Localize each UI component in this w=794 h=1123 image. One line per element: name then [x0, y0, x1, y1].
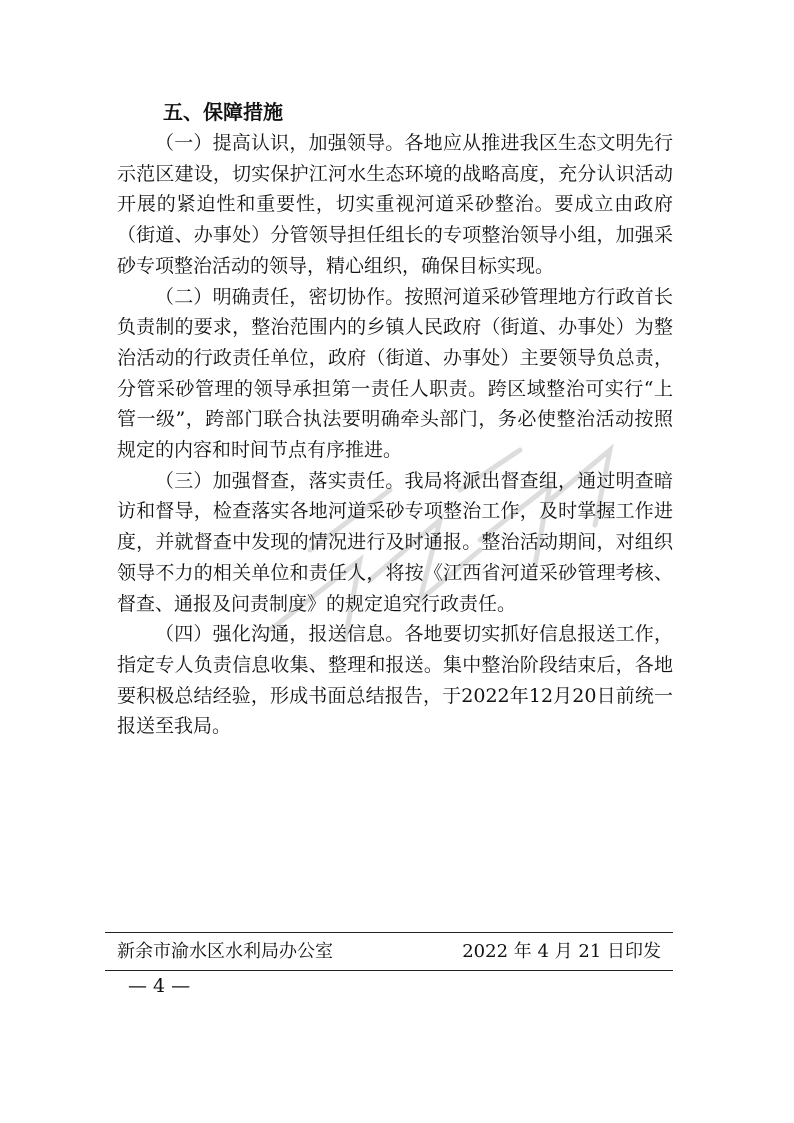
- footer-print-date: 2022 年 4 月 21 日印发: [462, 941, 661, 962]
- section-body: [117, 128, 673, 742]
- page-number: — 4 —: [128, 975, 191, 997]
- paragraph-3: （三）加强督查，落实责任。我局将派出督查组，通过明查暗访和督导，检查落实各地河道采砂专项整治工作，及时掌握工作进度，并就督查中发现的情况进行及时通报。整治活动期间，对组织领导不力的相关单位和责任人，将按《江西省河道采砂管理考核、督查、通报及问责制度》的规定追究行政责任。: [117, 469, 673, 615]
- footer-divider-top: [105, 932, 673, 933]
- paragraph-2: （二）明确责任，密切协作。按照河道采砂管理地方行政首长负责制的要求，整治范围内的乡镇人民政府（街道、办事处）为整治活动的行政责任单位，政府（街道、办事处）主要领导负总责，分管采砂管理的领导承担第一责任人职责。跨区域整治可实行“上管一级”，跨部门联合执法要明确牵头部门，务必使整治活动按照规定的内容和时间节点有序推进。: [117, 285, 673, 462]
- paragraph-1: （一）提高认识，加强领导。各地应从推进我区生态文明先行示范区建设，切实保护江河水生态环境的战略高度，充分认识活动开展的紧迫性和重要性，切实重视河道采砂整治。要成立由政府（街道、办事处）分管领导担任组长的专项整治领导小组，加强采砂专项整治活动的领导，精心组织，确保目标实现。: [117, 132, 673, 277]
- footer-divider-bottom: [105, 970, 673, 971]
- section-heading: 五、保障措施: [163, 100, 283, 124]
- footer-issuer: 新余市渝水区水利局办公室: [117, 941, 333, 962]
- paragraph-4: （四）强化沟通，报送信息。各地要切实抓好信息报送工作，指定专人负责信息收集、整理和报送。集中整治阶段结束后，各地要积极总结经验，形成书面总结报告，于2022年12月20日前统一报送至我局。: [117, 623, 673, 738]
